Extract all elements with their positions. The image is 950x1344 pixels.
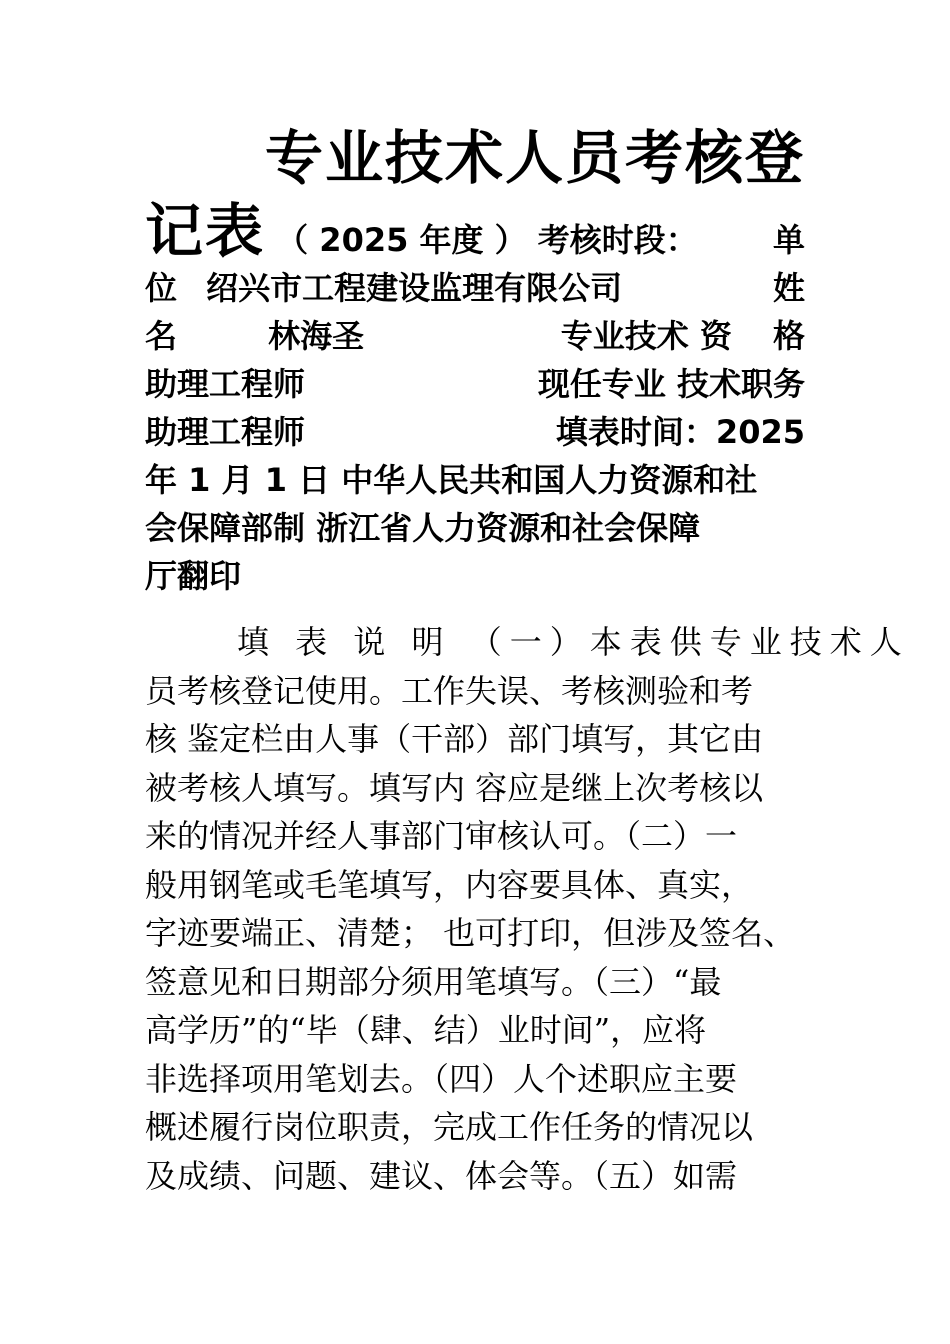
instructions-block xyxy=(145,618,910,1200)
header-row-4 xyxy=(145,360,805,408)
instruction-line: 字迹要端正、清楚； 也可打印，但涉及签名、 xyxy=(145,914,796,952)
qual-label-b: 格 xyxy=(772,317,805,355)
qual-label: 专业技术 资 xyxy=(560,317,732,355)
post-value: 助理工程师 xyxy=(145,413,306,451)
name-value: 林海圣 xyxy=(268,317,365,355)
doc-title-line2: 记表 xyxy=(145,197,266,265)
name-label-b: 名 xyxy=(145,317,178,355)
instruction-line: 核 鉴定栏由人事（干部）部门填写，其它由 xyxy=(145,720,764,758)
instruction-line: 高学历”的“毕（肆、结）业时间”，应将 xyxy=(145,1011,707,1049)
header-row-5 xyxy=(145,408,805,456)
publisher-line1: 年 1 月 1 日 中华人民共和国人力资源和社 xyxy=(145,461,758,499)
instruction-line: 填 表 说 明 （一）本表供专业技术人 xyxy=(237,623,910,661)
fill-time: 填表时间：2025 xyxy=(555,413,805,451)
publisher-line2: 会保障部制 浙江省人力资源和社会保障 xyxy=(145,509,701,547)
header-row-8 xyxy=(145,552,805,600)
header-row-3 xyxy=(145,312,805,360)
year-label: （ 2025 年度 ） xyxy=(276,221,527,259)
post-label: 现任专业 技术职务 xyxy=(537,365,805,403)
instruction-line: 来的情况并经人事部门审核认可。（二）一 xyxy=(145,817,738,855)
header-row-1 xyxy=(145,198,805,264)
period-label: 考核时段： xyxy=(537,221,698,259)
qual-value: 助理工程师 xyxy=(145,365,306,403)
header-row-6 xyxy=(145,456,805,504)
instruction-line: 非选择项用笔划去。（四）人个述职应主要 xyxy=(145,1059,738,1098)
header-row-7 xyxy=(145,504,805,552)
header-row-2 xyxy=(145,264,805,312)
instruction-line: 被考核人填写。填写内 容应是继上次考核以 xyxy=(145,768,764,807)
header-block xyxy=(145,118,805,600)
instruction-line: 及成绩、问题、建议、体会等。（五）如需 xyxy=(145,1156,738,1195)
doc-title-line1: 专业技术人员考核登 xyxy=(264,124,805,192)
unit-label-a: 单 xyxy=(772,221,805,259)
instruction-line: 签意见和日期部分须用笔填写。（三）“最 xyxy=(145,962,722,1001)
unit-label-b: 位 xyxy=(145,269,178,307)
unit-value: 绍兴市工程建设监理有限公司 xyxy=(206,269,623,307)
publisher-line3: 厅翻印 xyxy=(145,557,242,595)
name-label-a: 姓 xyxy=(772,269,805,307)
instruction-line: 员考核登记使用。工作失误、考核测验和考 xyxy=(145,671,754,710)
instruction-line: 般用钢笔或毛笔填写，内容要具体、真实， xyxy=(145,865,754,904)
instruction-line: 概述履行岗位职责，完成工作任务的情况以 xyxy=(145,1108,754,1146)
